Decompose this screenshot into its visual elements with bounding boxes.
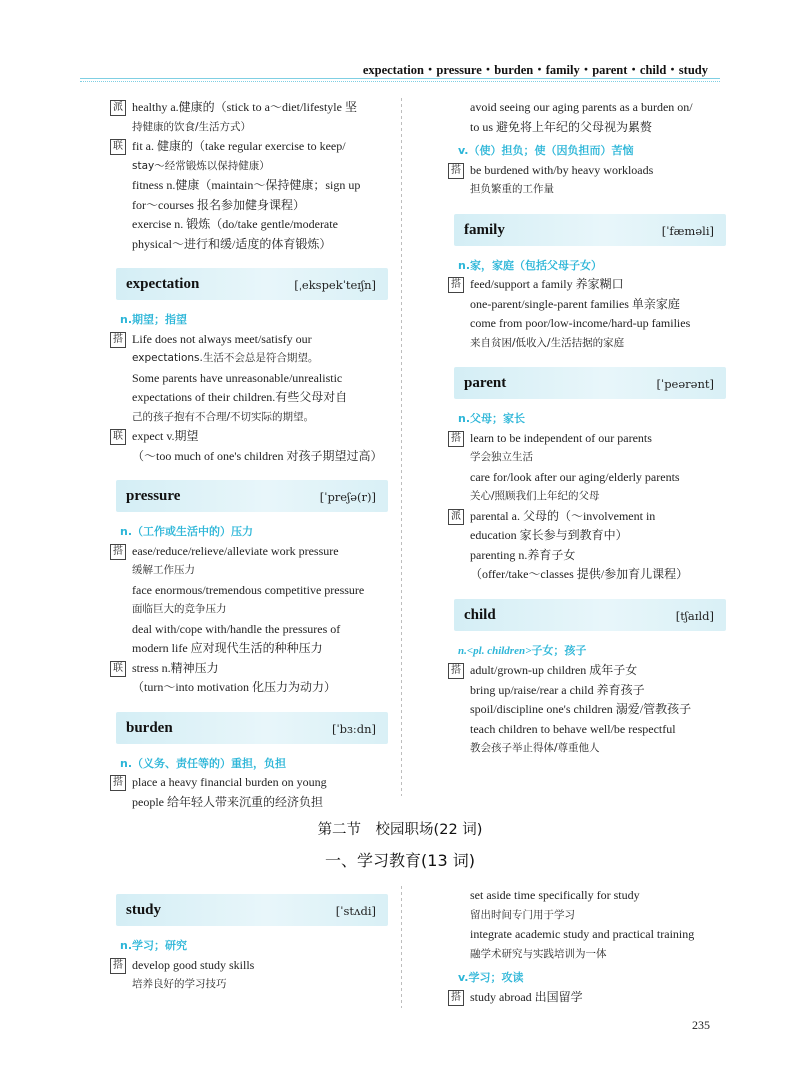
mark-badge: 搭 (448, 663, 464, 679)
part-of-speech: n.家，家庭（包括父母子女） (458, 258, 603, 272)
column-divider-top (396, 98, 406, 796)
entry-line: integrate academic study and practical training (470, 927, 695, 941)
collocation-block (110, 330, 388, 428)
part-of-speech: n.学习；研究 (120, 939, 188, 952)
part-of-speech-meaning: 子女；孩子 (531, 643, 587, 657)
header-rule (80, 78, 720, 79)
headword: burden (126, 719, 173, 736)
entry-line: 来自贫困/低收入/生活拮据的家庭 (470, 336, 625, 349)
entry-line: expectations of their children.有些父母对自 (132, 390, 348, 404)
plural-note: n.<pl. children> (458, 644, 532, 657)
entry-line: learn to be independent of our parents (470, 430, 652, 445)
entry-line: （～too much of one's children 对孩子期望过高） (132, 448, 383, 463)
entry-line: 培养良好的学习技巧 (132, 978, 227, 990)
mark-badge: 搭 (110, 332, 126, 348)
entry-line: physical～进行和缓/适度的体育锻炼） (132, 236, 332, 251)
entry-line: teach children to behave well/be respectful (470, 721, 676, 736)
related-block (110, 659, 388, 698)
headword-box-parent (454, 367, 726, 399)
continued-collocation (448, 886, 726, 964)
entry-fit (110, 137, 388, 254)
entry-line: face enormous/tremendous competitive pressure (132, 582, 365, 597)
left-column (110, 98, 388, 812)
collocation-block (110, 773, 388, 812)
entry-line: to us 避免将上年纪的父母视为累赘 (470, 119, 653, 134)
entry-line: parental a. 父母的（～involvement in (470, 508, 656, 523)
part-of-speech: n.（义务、责任等的）重担，负担 (120, 756, 287, 770)
pronunciation: [ˈstʌdi] (335, 904, 376, 918)
headword: pressure (126, 488, 181, 504)
mark-badge: 联 (110, 661, 126, 677)
collocation-block (110, 956, 388, 995)
headword: child (464, 606, 496, 623)
headword: parent (464, 375, 507, 391)
headword-box-burden (116, 712, 388, 744)
entry-line: fit a. 健康的（take regular exercise to keep/ (132, 139, 346, 153)
entry-line: modern life 应对现代生活的种种压力 (132, 641, 323, 655)
entry-line: 关心/照顾我们上年纪的父母 (470, 490, 600, 502)
entry-line: ease/reduce/relieve/alleviate work pressure (132, 543, 339, 558)
entry-line: 留出时间专门用于学习 (470, 908, 575, 921)
pronunciation: [ˈpeərənt] (656, 377, 714, 391)
mark-badge: 派 (110, 100, 126, 116)
entry-line: Life does not always meet/satisfy our (132, 331, 312, 346)
left-column-lower (110, 886, 388, 995)
running-header-title: expectation・pressure・burden・family・parent・child・study (362, 63, 708, 77)
headword: family (464, 221, 505, 238)
headword-box-family (454, 214, 726, 246)
entry-line: study abroad 出国留学 (470, 989, 583, 1004)
part-of-speech: n.父母；家长 (458, 412, 526, 425)
entry-line: 担负繁重的工作量 (470, 183, 554, 195)
entry-line: bring up/raise/rear a child 养育孩子 (470, 682, 645, 697)
running-header (0, 58, 800, 80)
pronunciation: [tʃaɪld] (675, 608, 714, 623)
entry-line: 教会孩子举止得体/尊重他人 (470, 742, 600, 754)
part-of-speech (448, 641, 726, 662)
mark-badge: 搭 (110, 775, 126, 791)
page-number: 235 (692, 1018, 710, 1032)
entry-healthy (110, 98, 388, 137)
entry-line: 己的孩子抱有不合理/不切实际的期望。 (132, 410, 315, 423)
entry-line: Some parents have unreasonable/unrealistic (132, 370, 343, 385)
mark-badge: 联 (110, 429, 126, 445)
entry-line: expect v.期望 (132, 429, 199, 443)
part-of-speech: v.（使）担负；使（因负担而）苦恼 (458, 144, 634, 157)
entry-line: spoil/discipline one's children 溺爱/管教孩子 (470, 702, 692, 716)
mark-badge: 搭 (448, 990, 464, 1006)
entry-line: stress n.精神压力 (132, 660, 219, 675)
pronunciation: [ˌekspekˈteɪʃn] (294, 278, 376, 292)
related-block (110, 427, 388, 466)
entry-line: feed/support a family 养家糊口 (470, 277, 624, 291)
headword: study (126, 902, 162, 918)
mark-badge: 搭 (110, 544, 126, 560)
part-of-speech: n.期望；指望 (120, 313, 188, 326)
mark-badge: 搭 (448, 163, 464, 179)
mark-badge: 搭 (448, 431, 464, 447)
entry-line: set aside time specifically for study (470, 888, 640, 902)
entry-line: people 给年轻人带来沉重的经济负担 (132, 794, 323, 809)
mark-badge: 搭 (448, 277, 464, 293)
entry-line: care for/look after our aging/elderly parents (470, 469, 680, 484)
collocation-block (448, 275, 726, 353)
part-of-speech: v.学习；攻读 (458, 971, 524, 984)
entry-line: （turn～into motivation 化压力为动力） (132, 680, 336, 694)
entry-line: one-parent/single-parent families 单亲家庭 (470, 296, 680, 311)
entry-line: come from poor/low-income/hard-up families (470, 316, 691, 330)
entry-line: avoid seeing our aging parents as a burden on/ (470, 100, 693, 114)
headword-box-child (454, 599, 726, 631)
headword-box-expectation (116, 268, 388, 300)
section-title: 第二节 校园职场(22 词) (317, 822, 483, 838)
entry-line: expectations.生活不会总是符合期望。 (132, 352, 319, 364)
entry-line: adult/grown-up children 成年子女 (470, 663, 638, 677)
entry-line: 持健康的饮食/生活方式） (132, 120, 252, 133)
subsection-title: 一、学习教育(13 词) (325, 851, 475, 870)
collocation-block (448, 429, 726, 507)
collocation-block (110, 542, 388, 659)
continued-collocation (448, 98, 726, 137)
entry-line: develop good study skills (132, 957, 255, 972)
entry-line: education 家长参与到教育中） (470, 528, 628, 542)
entry-line: 学会独立生活 (470, 451, 533, 463)
part-of-speech: n.（工作或生活中的）压力 (120, 525, 254, 538)
entry-line: fitness n.健康（maintain～保持健康；sign up (132, 178, 361, 192)
entry-line: 面临巨大的竞争压力 (132, 603, 227, 615)
right-column-lower (448, 886, 726, 1007)
entry-line: 融学术研究与实践培训为一体 (470, 947, 607, 960)
headword-box-study (116, 894, 388, 926)
entry-line: 缓解工作压力 (132, 564, 195, 576)
collocation-block (448, 661, 726, 759)
entry-line: for～courses 报名参加健身课程） (132, 197, 305, 212)
entry-line: deal with/cope with/handle the pressures of (132, 621, 341, 636)
mark-badge: 搭 (110, 958, 126, 974)
headword-box-pressure (116, 480, 388, 512)
header-rule-dotted (80, 81, 720, 82)
entry-line: place a heavy financial burden on young (132, 775, 327, 789)
pronunciation: [ˈfæməli] (661, 223, 714, 238)
collocation-block (448, 988, 726, 1008)
collocation-block (448, 161, 726, 200)
entry-line: be burdened with/by heavy workloads (470, 162, 654, 177)
entry-line: stay～经常锻炼以保持健康） (132, 159, 270, 172)
right-column (448, 98, 726, 759)
column-divider-bottom (396, 886, 406, 1008)
mark-badge: 联 (110, 139, 126, 155)
derivative-block (448, 507, 726, 585)
headword: expectation (126, 276, 200, 292)
entry-line: parenting n.养育子女 (470, 547, 576, 562)
entry-line: healthy a.健康的（stick to a～diet/lifestyle 坚 (132, 100, 357, 114)
pronunciation: [ˈpreʃə(r)] (319, 490, 376, 504)
mark-badge: 派 (448, 509, 464, 525)
pronunciation: [ˈbɜːdn] (332, 721, 376, 736)
entry-line: （offer/take～classes 提供/参加育儿课程） (470, 567, 689, 581)
entry-line: exercise n. 锻炼（do/take gentle/moderate (132, 217, 338, 231)
